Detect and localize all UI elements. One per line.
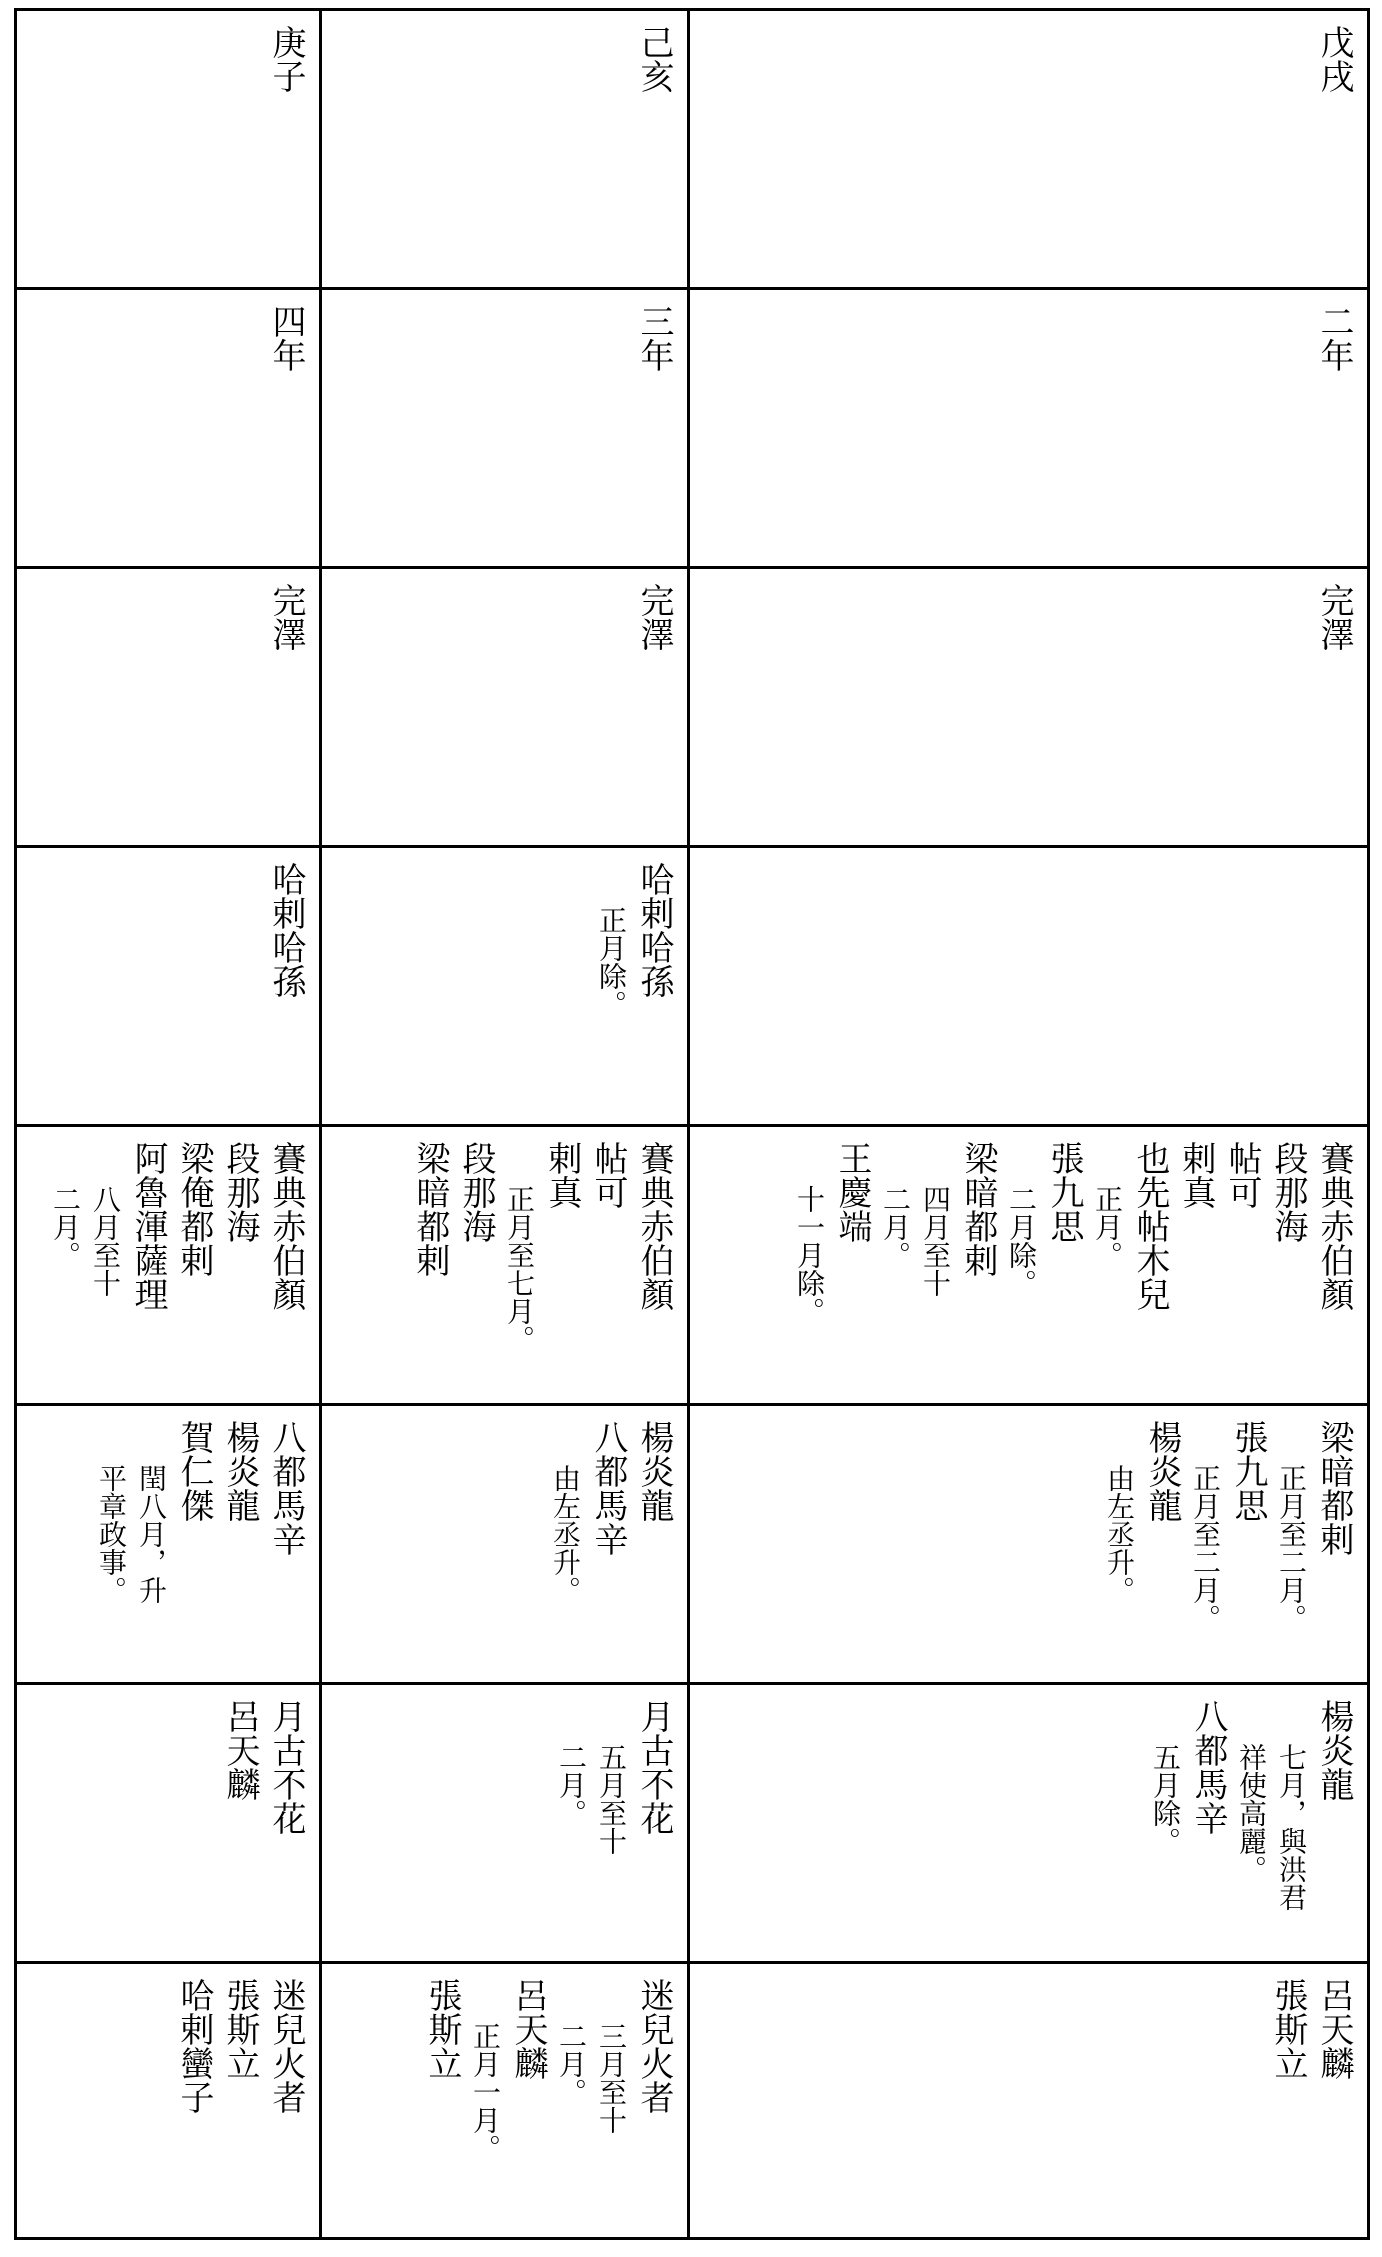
official-name: 王慶端 [832, 1141, 872, 1243]
cell-entries [266, 583, 306, 839]
table-cell [17, 1964, 319, 2240]
official-name: 呂天麟 [508, 1978, 548, 2080]
official-name: 剌真 [542, 1141, 582, 1209]
appointment-note: 八月至十 [89, 1185, 122, 1297]
official-name: 賽典赤伯顏 [266, 1141, 306, 1311]
official-name: 張九思 [1044, 1141, 1084, 1243]
table-cell [322, 11, 687, 287]
official-name: 三年 [634, 304, 674, 372]
cell-entries [410, 1141, 674, 1397]
official-name: 楊炎龍 [1142, 1420, 1182, 1522]
appointment-note: 閏八月，升 [135, 1464, 168, 1604]
appointment-note: 正月至七月。 [503, 1185, 536, 1353]
cell-entries [555, 1699, 674, 1955]
table-cell [690, 848, 1367, 1124]
table-cell [322, 1685, 687, 1961]
official-name: 二年 [1314, 304, 1354, 372]
cell-entries [595, 862, 674, 1118]
cell-entries [1268, 1978, 1354, 2234]
official-name: 賽典赤伯顏 [634, 1141, 674, 1311]
official-name: 月古不花 [634, 1699, 674, 1835]
cell-entries [174, 1978, 306, 2234]
official-name: 呂天麟 [220, 1699, 260, 1801]
appointment-note-continued: 二月。 [555, 2022, 588, 2106]
official-name: 張斯立 [220, 1978, 260, 2080]
official-name: 迷兒火者 [634, 1978, 674, 2114]
official-name: 楊炎龍 [1314, 1699, 1354, 1801]
official-name: 段那海 [220, 1141, 260, 1243]
table-cell [322, 1406, 687, 1682]
cell-entries [1103, 1420, 1354, 1676]
official-name: 己亥 [634, 25, 674, 93]
cell-entries [634, 25, 674, 281]
official-name: 帖可 [1222, 1141, 1262, 1209]
official-name: 段那海 [456, 1141, 496, 1243]
official-name: 完澤 [634, 583, 674, 651]
cell-entries [422, 1978, 674, 2234]
cell-entries [266, 862, 306, 1118]
official-name: 剌真 [1176, 1141, 1216, 1209]
table-cell [690, 11, 1367, 287]
cell-entries [1149, 1699, 1354, 1955]
appointment-note-continued: 祥使高麗。 [1235, 1743, 1268, 1883]
official-name: 哈剌哈孫 [634, 862, 674, 998]
official-name: 楊炎龍 [634, 1420, 674, 1522]
appointment-note: 正月至二月。 [1275, 1464, 1308, 1632]
cell-entries [1314, 304, 1354, 560]
table-cell [17, 569, 319, 845]
table-cell [17, 1406, 319, 1682]
table-cell [322, 290, 687, 566]
table-cell [17, 1127, 319, 1403]
appointment-note-continued: 二月。 [49, 1185, 82, 1269]
official-name: 張斯立 [422, 1978, 462, 2080]
table-cell [690, 1964, 1367, 2240]
table-cell [17, 848, 319, 1124]
cell-entries [793, 1141, 1354, 1397]
table-cell [17, 1685, 319, 1961]
cell-entries [266, 304, 306, 560]
official-name: 帖可 [588, 1141, 628, 1209]
official-name: 梁俺都剌 [174, 1141, 214, 1277]
official-name: 阿魯渾薩理 [128, 1141, 168, 1311]
official-name: 哈剌蠻子 [174, 1978, 214, 2114]
official-name: 庚子 [266, 25, 306, 93]
official-name: 梁暗都剌 [410, 1141, 450, 1277]
table-cell [690, 1127, 1367, 1403]
official-name: 完澤 [266, 583, 306, 651]
table-cell [690, 1685, 1367, 1961]
appointment-note: 正月至二月。 [1189, 1464, 1222, 1632]
cell-entries [634, 304, 674, 560]
official-name: 張九思 [1228, 1420, 1268, 1522]
table-cell [322, 1127, 687, 1403]
appointment-note-continued: 平章政事。 [95, 1464, 128, 1604]
appointment-note: 四月至十 [919, 1185, 952, 1297]
appointment-note: 二月除。 [1005, 1185, 1038, 1297]
official-name: 月古不花 [266, 1699, 306, 1835]
appointment-note: 正月除。 [595, 906, 628, 1018]
official-name: 八都馬辛 [1188, 1699, 1228, 1835]
official-name: 賽典赤伯顏 [1314, 1141, 1354, 1311]
appointment-note: 三月至十 [595, 2022, 628, 2134]
cell-entries [49, 1141, 306, 1397]
official-name: 段那海 [1268, 1141, 1308, 1243]
cell-entries [220, 1699, 306, 1955]
appointment-note: 由左丞升。 [549, 1464, 582, 1604]
official-name: 迷兒火者 [266, 1978, 306, 2114]
table-cell [322, 569, 687, 845]
appointment-note: 十一月除。 [793, 1185, 826, 1325]
official-name: 完澤 [1314, 583, 1354, 651]
official-name: 梁暗都剌 [1314, 1420, 1354, 1556]
official-name: 哈剌哈孫 [266, 862, 306, 998]
cell-entries [1314, 583, 1354, 839]
cell-entries [266, 25, 306, 281]
appointment-note: 七月，與洪君 [1275, 1743, 1308, 1911]
appointment-note: 正月。 [1091, 1185, 1124, 1269]
cell-entries [1314, 25, 1354, 281]
official-name: 八都馬辛 [588, 1420, 628, 1556]
appointment-note-continued: 二月。 [879, 1185, 912, 1269]
table-cell [17, 11, 319, 287]
official-name: 也先帖木兒 [1130, 1141, 1170, 1311]
official-name: 四年 [266, 304, 306, 372]
table-cell [322, 1964, 687, 2240]
official-name: 戊戌 [1314, 25, 1354, 93]
appointment-note: 五月至十 [595, 1743, 628, 1855]
official-name: 梁暗都剌 [958, 1141, 998, 1277]
cell-entries [634, 583, 674, 839]
appointment-note-continued: 二月。 [555, 1743, 588, 1827]
official-name: 楊炎龍 [220, 1420, 260, 1522]
official-name: 張斯立 [1268, 1978, 1308, 2080]
table-cell [322, 848, 687, 1124]
cell-entries [549, 1420, 674, 1676]
table-cell [17, 290, 319, 566]
table-cell [690, 290, 1367, 566]
appointment-note: 五月除。 [1149, 1743, 1182, 1855]
appointment-note: 正月一月。 [469, 2022, 502, 2162]
official-name: 八都馬辛 [266, 1420, 306, 1556]
official-name: 呂天麟 [1314, 1978, 1354, 2080]
table-cell [690, 569, 1367, 845]
official-name: 賀仁傑 [174, 1420, 214, 1522]
cell-entries [95, 1420, 306, 1676]
table-cell [690, 1406, 1367, 1682]
annals-table [14, 8, 1370, 2240]
appointment-note: 由左丞升。 [1103, 1464, 1136, 1604]
